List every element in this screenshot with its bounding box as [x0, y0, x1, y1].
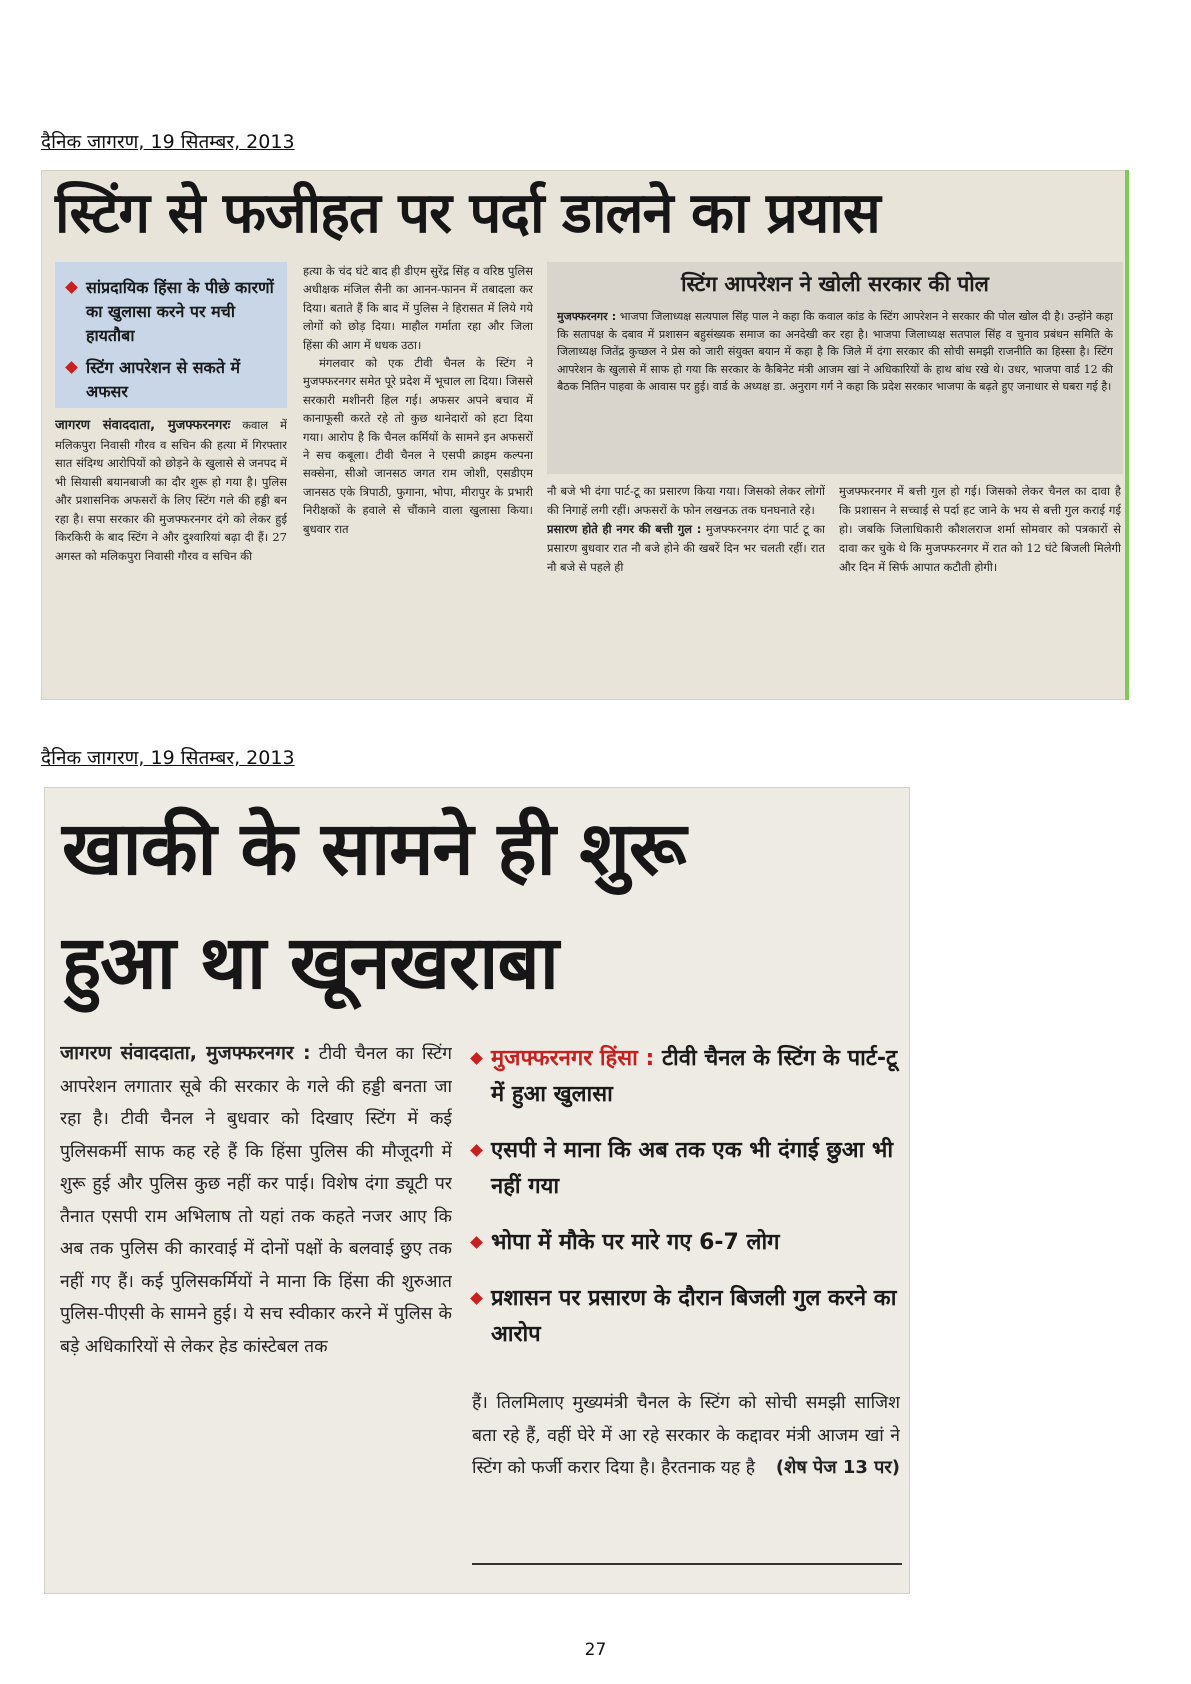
clip1-accent-bar: [1125, 170, 1129, 700]
clip2-bullet-3: [472, 1225, 902, 1261]
clip1-column-4: [839, 482, 1121, 696]
clip1-sidebar-title: स्टिंग आपरेशन ने खोली सरकार की पोल: [681, 272, 989, 296]
diamond-bullet-icon: [470, 1052, 483, 1065]
clip1-column-3-para-1: नौ बजे भी दंगा पार्ट-टू का प्रसारण किया गया। जिसको लेकर लोगों की निगाहें लगी रहीं। अफसरों के फोन लखनऊ तक घनघनाते रहे।: [547, 484, 825, 517]
clip1-source: दैनिक जागरण, 19 सितम्बर, 2013: [41, 131, 295, 153]
clip1-sidebar-text: भाजपा जिलाध्यक्ष सत्यपाल सिंह पाल ने कहा कि कवाल कांड के स्टिंग आपरेशन ने सरकार की पोल खोल दी है। उन्होंने कहा कि सतापक्ष के दबाव में प्रशासन बहुसंख्यक समाज का अनदेखी कर रहा है। भाजपा जिलाध्यक्ष सतपाल सिंह व चुनाव प्रबंधन समिति के जिलाध्यक्ष जितेंद्र कुच्छल ने प्रेस को जारी संयुक्त बयान में कहा है कि जिले में दंगा सरकार की सोची समझी राजनीति का हिस्सा है। स्टिंग आपरेशन के खुलासे में साफ हो गया कि सरकार के कैबिनेट मंत्री आजम खां ने अधिकारियों के हाथ बांध रखे थे। उधर, भाजपा वार्ड 12 की बैठक नितिन पाहवा के आवास पर हुई। वार्ड के अध्यक्ष डा. अनुराग गर्ग ने कहा कि प्रदेश सरकार भाजपा के बढ़ते हुए जनाधार से घबरा गई है।: [557, 310, 1113, 393]
diamond-bullet-icon: [65, 281, 78, 294]
clip2-column-1-text: टीवी चैनल का स्टिंग आपरेशन लगातार सूबे की सरकार के गले की हड्डी बनता जा रहा है। टीवी चैनल ने बुधवार को दिखाए स्टिंग में कई पुलिसकर्मी साफ कह रहे हैं कि हिंसा पुलिस की मौजूदगी में शुरू हुई और पुलिस कुछ नहीं कर पाई। विशेष दंगा ड्यूटी पर तैनात एसपी राम अभिलाष तो यहां तक कहते नजर आए कि अब तक पुलिस की कारवाई में दोनों पक्षों के बलवाई छुए तक नहीं गए हैं। कई पुलिसकर्मियों ने माना कि हिंसा की शुरुआत पुलिस-पीएसी के सामने हुई। ये सच स्वीकार करने में पुलिस के बड़े अधिकारियों से लेकर हेड कांस्टेबल तक: [60, 1044, 452, 1357]
clip1-column-2-para-1: हत्या के चंद घंटे बाद ही डीएम सुरेंद्र सिंह व वरिष्ठ पुलिस अधीक्षक मंजिल सैनी का आनन-फानन में तबादला कर दिया। बताते हैं कि बाद में पुलिस ने हिरासत में लिये गये लोगों को छोड़ दिया। माहौल गर्माता रहा और जिला हिंसा की आग में धधक उठा।: [303, 264, 533, 352]
clip2-bullet-1-highlight: मुजफ्फरनगर हिंसा :: [491, 1046, 655, 1071]
diamond-bullet-icon: [470, 1236, 483, 1249]
clipping-2: [44, 787, 910, 1594]
clip1-byline: जागरण संवाददाता, मुजफ्फरनगरः: [55, 418, 231, 433]
clip2-headline-line-1: खाकी के सामने ही शुरू: [62, 806, 686, 892]
clip2-bullet-4-text: प्रशासन पर प्रसारण के दौरान बिजली गुल करने का आरोप: [491, 1286, 897, 1347]
clipping-1: [41, 170, 1129, 700]
clip2-bullet-1: [472, 1041, 902, 1113]
clip2-source: दैनिक जागरण, 19 सितम्बर, 2013: [41, 747, 295, 769]
page-number: 27: [584, 1640, 607, 1660]
clip1-sidebar-body: [557, 308, 1113, 470]
clip1-sidebar-lead: मुजफ्फरनगर :: [557, 310, 617, 323]
clip2-bottom-rule: [472, 1563, 902, 1565]
clip2-bullet-4: [472, 1281, 902, 1353]
clip1-column-1-text: कवाल में मलिकपुरा निवासी गौरव व सचिन की हत्या में गिरफ्तार सात संदिग्ध आरोपियों को छोड़ने के खुलासे से जनपद में भी सियासी बयानबाजी का दौर शुरू हो गया है। पुलिस और प्रशासनिक अफसरों के लिए स्टिंग गले की हड्डी बन रहा है। सपा सरकार की मुजफ्फरनगर दंगे को लेकर हुई किरकिरी के बाद स्टिंग ने और दुश्वारियां बढ़ा दी हैं। 27 अगस्त को मलिकपुरा निवासी गौरव व सचिन की: [55, 418, 287, 563]
clip2-bullet-3-text: भोपा में मौके पर मारे गए 6-7 लोग: [491, 1230, 780, 1255]
clip1-column-3: [547, 482, 825, 696]
diamond-bullet-icon: [470, 1292, 483, 1305]
diamond-bullet-icon: [65, 361, 78, 374]
clip1-column-2-para-2: मंगलवार को एक टीवी चैनल के स्टिंग ने मुजफ्फरनगर समेत पूरे प्रदेश में भूचाल ला दिया। जिससे सरकारी मशीनरी हिल गई। अफसर अपने बचाव में कानाफूसी करते रहे तो कुछ थानेदारों को हटा दिया गया। आरोप है कि चैनल कर्मियों के सामने इन अफसरों ने सच कबूला। टीवी चैनल ने एसपी क्राइम कल्पना सक्सेना, सीओ जानसठ जगत राम जोशी, एसडीएम जानसठ एके त्रिपाठी, फुगाना, भोपा, मीरापुर के प्रभारी निरीक्षकों के हवाले से चौंकाने वाला खुलासा किया। बुधवार रात: [303, 356, 533, 536]
clip2-bullet-2-text: एसपी ने माना कि अब तक एक भी दंगाई छुआ भी नहीं गया: [491, 1138, 894, 1199]
clip2-column-2: [472, 1387, 900, 1549]
clip2-column-1: [60, 1037, 452, 1585]
clip1-bullet-1-text: सांप्रदायिक हिंसा के पीछे कारणों का खुलासा करने पर मची हायतौबा: [86, 278, 274, 345]
diamond-bullet-icon: [470, 1144, 483, 1157]
clip2-bullet-list: [472, 1041, 902, 1353]
clip1-headline: स्टिंग से फजीहत पर पर्दा डालने का प्रयास: [55, 181, 880, 246]
clip2-bullet-1-content: [491, 1041, 902, 1113]
clip2-column-2-text: हैं। तिलमिलाए मुख्यमंत्री चैनल के स्टिंग को सोची समझी साजिश बता रहे हैं, वहीं घेरे में आ रहे सरकार के कद्दावर मंत्री आजम खां ने स्टिंग को फर्जी करार दिया है। हैरतनाक यह है: [472, 1393, 900, 1478]
clip2-byline: जागरण संवाददाता, मुजफ्फरनगर :: [60, 1042, 311, 1064]
clip1-bullet-2-text: स्टिंग आपरेशन से सकते में अफसर: [86, 358, 241, 401]
clip1-column-2: [303, 262, 533, 696]
clip1-column-3-para-2: मुजफ्फरनगर दंगा पार्ट टू का प्रसारण बुधवार रात नौ बजे होने की खबरें दिन भर चलती रहीं। रात नौ बजे से पहले ही: [547, 522, 825, 574]
clip2-bullet-1-text: टीवी चैनल के स्टिंग के पार्ट-टू में हुआ खुलासा: [491, 1046, 898, 1107]
clip2-headline-line-2: हुआ था खूनखराबा: [62, 920, 558, 1006]
clip1-bullet-box: [55, 262, 287, 408]
clip1-column-4-text: मुजफ्फरनगर में बत्ती गुल हो गई। जिसको लेकर चैनल का दावा है कि प्रशासन ने सच्चाई से पर्दा हट जाने के भय से बत्ती गुल कराई गई हो। जबकि जिलाधिकारी कौशलराज शर्मा सोमवार को पत्रकारों से दावा कर चुके थे कि मुजफ्फरनगर में रात को 12 घंटे बिजली मिलेगी और दिन में सिर्फ आपात कटौती होगी।: [839, 484, 1121, 574]
clip2-bullet-2: [472, 1133, 902, 1205]
clip1-sidebar-box: [547, 262, 1123, 474]
clip1-bullet-1: [67, 276, 277, 348]
clip2-continued-note: (शेष पेज 13 पर): [775, 1457, 900, 1478]
clip1-column-1: [55, 416, 287, 696]
clip1-column-3-lead: प्रसारण होते ही नगर की बत्ती गुल :: [547, 522, 702, 536]
clip1-bullet-2: [67, 356, 277, 404]
